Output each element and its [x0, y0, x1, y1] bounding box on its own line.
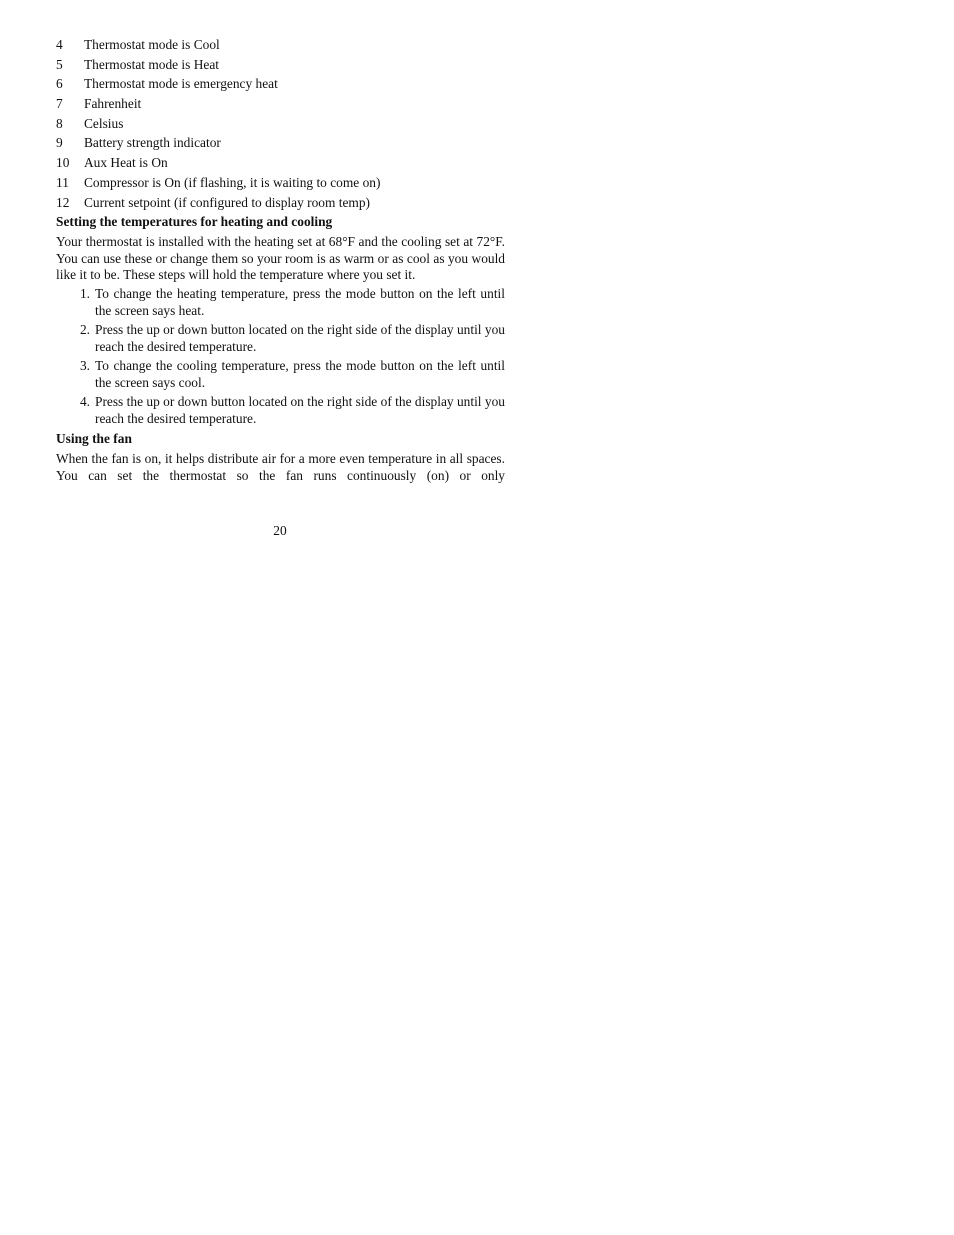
- legend-item: [56, 133, 505, 153]
- legend-text: Compressor is On (if flashing, it is waiting to come on): [84, 174, 381, 190]
- page-number: 20: [273, 523, 287, 538]
- legend-number: 8: [56, 115, 63, 131]
- legend-text: Thermostat mode is Heat: [84, 56, 219, 72]
- legend-text: Thermostat mode is emergency heat: [84, 76, 278, 92]
- legend-item: [56, 193, 505, 213]
- legend-number: 4: [56, 37, 63, 52]
- legend-text: Celsius: [84, 115, 124, 131]
- legend-number: 7: [56, 96, 63, 112]
- step-item: [56, 321, 505, 355]
- legend-text: Fahrenheit: [84, 96, 142, 112]
- step-number: 2.: [79, 321, 90, 337]
- display-legend-list: [56, 35, 505, 212]
- legend-number: 9: [56, 135, 63, 151]
- legend-number: 12: [56, 194, 70, 210]
- step-text: Press the up or down button located on the right side of the display until you reach the desired temperature.: [95, 393, 505, 426]
- temperature-steps-list: [56, 285, 505, 427]
- legend-item: [56, 74, 505, 94]
- section-paragraph-fan: When the fan is on, it helps distribute air for a more even temperature in all spaces. You can set the thermostat so the fan runs continuously (on) or only: [56, 450, 505, 483]
- step-number: 3.: [79, 357, 90, 373]
- legend-item: [56, 94, 505, 114]
- legend-text: Current setpoint (if configured to display room temp): [84, 194, 370, 210]
- legend-number: 6: [56, 76, 63, 92]
- legend-item: [56, 114, 505, 134]
- legend-number: 10: [56, 155, 70, 171]
- step-number: 4.: [79, 393, 90, 409]
- step-number: 1.: [79, 285, 90, 301]
- section-paragraph-temperatures: Your thermostat is installed with the heating set at 68°F and the cooling set at 72°F. You can use these or change them so your room is as warm or as cool as you would like it to be. These steps will hold the temperature where you set it.: [56, 234, 505, 283]
- section-heading-temperatures: Setting the temperatures for heating and cooling: [56, 214, 333, 230]
- step-text: To change the heating temperature, press the mode button on the left until the screen says heat.: [95, 285, 505, 318]
- legend-text: Battery strength indicator: [84, 135, 221, 151]
- legend-item: [56, 153, 505, 173]
- step-item: [56, 285, 505, 319]
- step-item: [56, 393, 505, 427]
- step-text: To change the cooling temperature, press the mode button on the left until the screen says cool.: [95, 357, 505, 390]
- legend-item: [56, 173, 505, 193]
- legend-item: [56, 35, 505, 55]
- step-text: Press the up or down button located on the right side of the display until you reach the desired temperature.: [95, 321, 505, 354]
- legend-text: Aux Heat is On: [84, 155, 168, 171]
- legend-item: [56, 55, 505, 75]
- section-heading-fan: Using the fan: [56, 430, 132, 446]
- step-item: [56, 357, 505, 391]
- legend-text: Thermostat mode is Cool: [84, 37, 220, 52]
- legend-number: 5: [56, 56, 63, 72]
- document-page: [56, 35, 505, 484]
- legend-number: 11: [56, 174, 69, 190]
